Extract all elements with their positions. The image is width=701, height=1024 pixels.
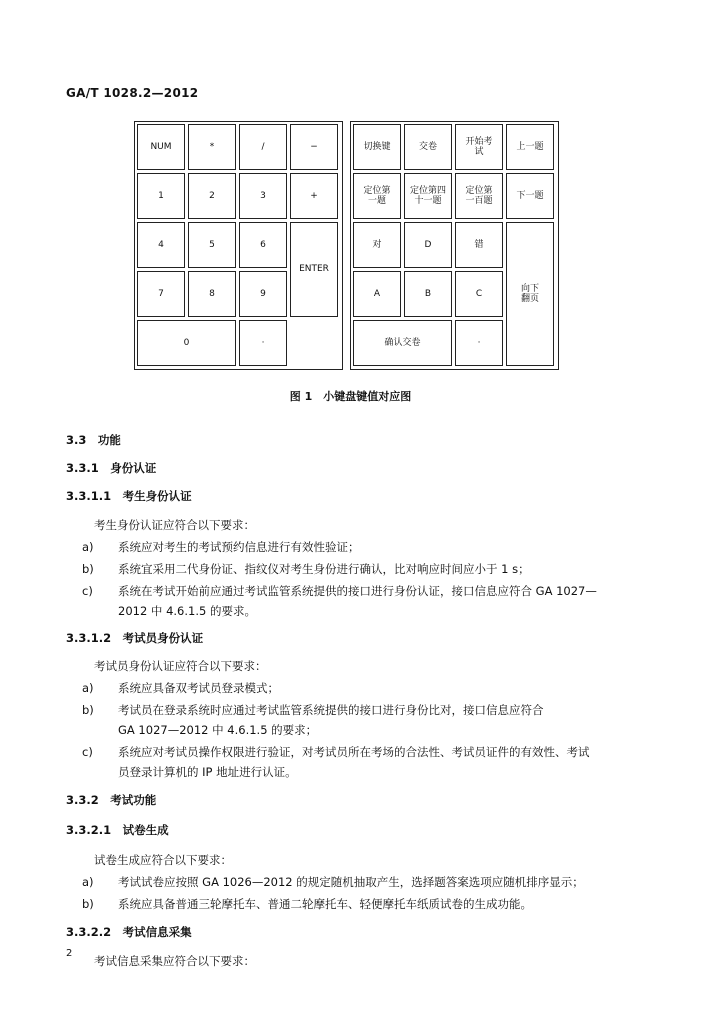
list-text: 系统应具备双考试员登录模式； [118, 681, 279, 695]
key-9: 9 [239, 271, 287, 317]
numeric-keypad-diagram [134, 121, 343, 370]
key-switch: 切换键 [353, 124, 401, 170]
paragraph: 考试信息采集应符合以下要求： [94, 954, 255, 968]
key-goto-100: 定位第 一百题 [455, 173, 503, 219]
section-3-3-2-2-heading: 3.3.2.2 考试信息采集 [66, 925, 192, 939]
list-marker: a) [82, 681, 94, 695]
list-item [82, 561, 530, 577]
key-dot-right: · [455, 320, 503, 366]
list-marker: c) [82, 584, 93, 598]
key-4: 4 [137, 222, 185, 268]
key-goto-first: 定位第 一题 [353, 173, 401, 219]
section-3-3-heading: 3.3 功能 [66, 433, 121, 447]
list-item [82, 680, 279, 696]
key-c: C [455, 271, 503, 317]
list-item [82, 583, 597, 599]
list-marker: a) [82, 875, 94, 889]
list-text: 系统宜采用二代身份证、指纹仪对考生身份进行确认，比对响应时间应小于 1 s； [118, 562, 530, 576]
page-number: 2 [66, 948, 73, 959]
list-text-continued: 员登录计算机的 IP 地址进行认证。 [118, 765, 297, 779]
key-prev-question: 上一题 [506, 124, 554, 170]
key-enter: ENTER [290, 222, 338, 317]
key-0: 0 [137, 320, 236, 366]
key-correct: 对 [353, 222, 401, 268]
paragraph: 试卷生成应符合以下要求： [94, 853, 232, 867]
key-8: 8 [188, 271, 236, 317]
list-marker: b) [82, 897, 94, 911]
key-minus: − [290, 124, 338, 170]
list-text: 系统应具备普通三轮摩托车、普通二轮摩托车、轻便摩托车纸质试卷的生成功能。 [118, 897, 532, 911]
key-5: 5 [188, 222, 236, 268]
paragraph: 考试员身份认证应符合以下要求： [94, 659, 267, 673]
section-3-3-1-1-heading: 3.3.1.1 考生身份认证 [66, 489, 192, 503]
list-item [82, 874, 584, 890]
list-item [82, 744, 590, 760]
list-marker: a) [82, 540, 94, 554]
list-text: 考试试卷应按照 GA 1026—2012 的规定随机抽取产生，选择题答案选项应随机排序显示； [118, 875, 584, 889]
key-b: B [404, 271, 452, 317]
list-marker: c) [82, 745, 93, 759]
list-item [82, 896, 532, 912]
key-plus: + [290, 173, 338, 219]
list-text: 系统应对考试员操作权限进行验证，对考试员所在考场的合法性、考试员证件的有效性、考试 [118, 745, 590, 759]
key-asterisk: * [188, 124, 236, 170]
list-item [82, 702, 544, 718]
key-page-down: 向下 翻页 [506, 222, 554, 366]
section-3-3-1-heading: 3.3.1 身份认证 [66, 461, 157, 475]
key-goto-41: 定位第四 十一题 [404, 173, 452, 219]
list-marker: b) [82, 562, 94, 576]
list-text: 考试员在登录系统时应通过考试监管系统提供的接口进行身份比对，接口信息应符合 [118, 703, 544, 717]
key-6: 6 [239, 222, 287, 268]
key-2: 2 [188, 173, 236, 219]
key-num: NUM [137, 124, 185, 170]
key-next-question: 下一题 [506, 173, 554, 219]
section-3-3-2-1-heading: 3.3.2.1 试卷生成 [66, 823, 169, 837]
figure-caption: 图 1 小键盘键值对应图 [289, 390, 412, 403]
paragraph: 考生身份认证应符合以下要求： [94, 518, 255, 532]
key-confirm-submit: 确认交卷 [353, 320, 452, 366]
key-slash: / [239, 124, 287, 170]
key-start-exam: 开始考 试 [455, 124, 503, 170]
key-d: D [404, 222, 452, 268]
list-marker: b) [82, 703, 94, 717]
section-3-3-2-heading: 3.3.2 考试功能 [66, 793, 157, 807]
key-7: 7 [137, 271, 185, 317]
list-text: 系统在考试开始前应通过考试监管系统提供的接口进行身份认证，接口信息应符合 GA 1027— [118, 584, 597, 598]
list-item [82, 539, 360, 555]
standard-number: GA/T 1028.2—2012 [66, 86, 199, 100]
section-3-3-1-2-heading: 3.3.1.2 考试员身份认证 [66, 631, 204, 645]
exam-keypad-diagram [350, 121, 559, 370]
key-3: 3 [239, 173, 287, 219]
key-wrong: 错 [455, 222, 503, 268]
list-text-continued: 2012 中 4.6.1.5 的要求。 [118, 604, 256, 618]
key-dot: · [239, 320, 287, 366]
list-text: 系统应对考生的考试预约信息进行有效性验证； [118, 540, 360, 554]
list-text-continued: GA 1027—2012 中 4.6.1.5 的要求； [118, 723, 318, 737]
key-1: 1 [137, 173, 185, 219]
key-submit: 交卷 [404, 124, 452, 170]
key-a: A [353, 271, 401, 317]
